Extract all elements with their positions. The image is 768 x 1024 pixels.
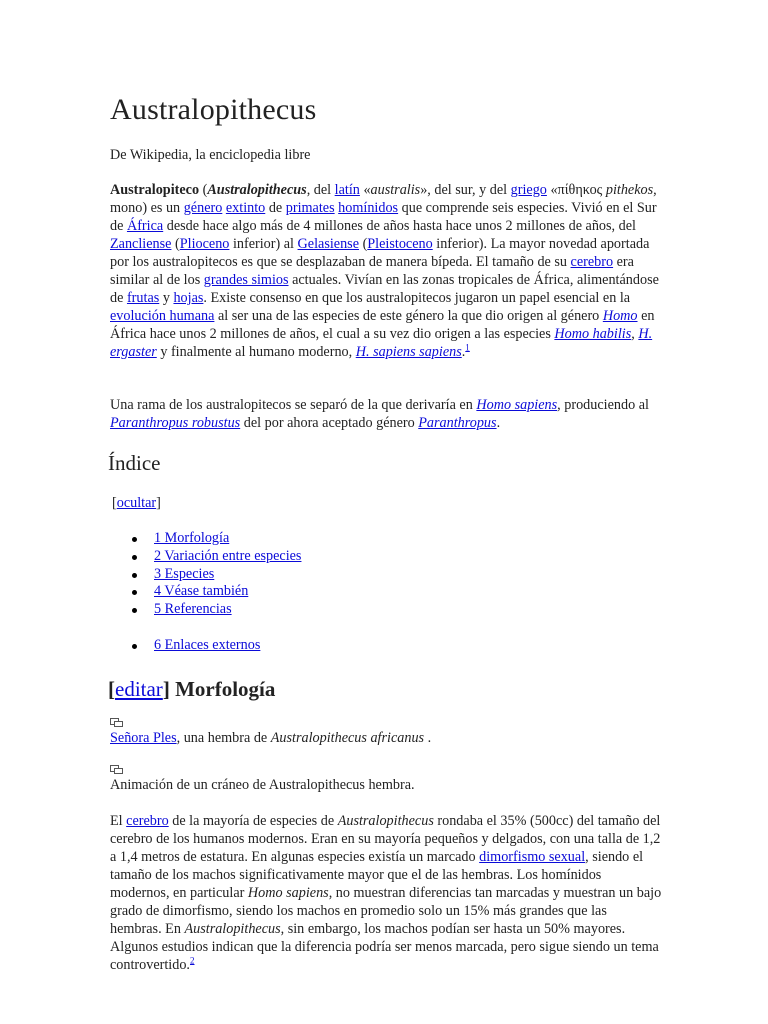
toc-item: [110, 583, 301, 601]
toc-item: [110, 637, 260, 655]
bold-italic-term: Australopithecus: [207, 182, 307, 198]
toc-item: [110, 601, 301, 619]
toc-hide-link[interactable]: ocultar: [116, 495, 157, 511]
link-griego[interactable]: griego: [510, 182, 547, 198]
link-paranthropus-robustus[interactable]: Paranthropus robustus: [110, 415, 241, 431]
intro-paragraph: Australopiteco (Australopithecus, del latín «australis», del sur, y del griego «πίθηκος pithekos, mono) es un género extinto de primates homínidos que comprende seis especies. Vivió en el Sur de África desde hace algo más de 4 millones de años hasta hace unos 2 millones de años, del Zancliense (Plioceno inferior) al Gelasiense (Pleistoceno inferior). La mayor novedad aportada por los australopitecos es que se desplazaban de manera bípeda. El tamaño de su cerebro era similar al de los grandes simios actuales. Vivían en las zonas tropicales de África, alimentándose de frutas y hojas. Existe consenso en que los australopitecos jugaron un papel esencial en la evolución humana al ser una de las especies de este género la que dio origen al género Homo en África hace unos 2 millones de años, el cual a su vez dio origen a las especies Homo habilis, H. ergaster y finalmente al humano moderno, H. sapiens sapiens.$^1$: [110, 182, 659, 360]
link-cerebro[interactable]: cerebro: [570, 254, 614, 270]
page-title: Australopithecus: [110, 93, 317, 126]
toc-item: [110, 548, 301, 566]
reference-2[interactable]: 2: [189, 955, 195, 966]
image-caption: Señora Ples, una hembra de Australopithecus africanus .: [110, 730, 432, 746]
link-zancliense[interactable]: Zancliense: [110, 236, 172, 252]
toc-link-enlaces[interactable]: 6 Enlaces externos: [154, 637, 261, 653]
edit-link[interactable]: editar: [115, 677, 163, 701]
link-evolucion-humana[interactable]: evolución humana: [110, 308, 215, 324]
image-thumbnail-icon[interactable]: [110, 765, 124, 774]
toc-link-referencias[interactable]: 5 Referencias: [154, 601, 232, 618]
toc-toggle: [ocultar]: [112, 495, 161, 511]
link-cerebro-2[interactable]: cerebro: [126, 813, 169, 829]
link-africa[interactable]: África: [126, 218, 164, 234]
morfologia-paragraph: El cerebro de la mayoría de especies de Australopithecus rondaba el 35% (500cc) del tamaño del cerebro de los humanos modernos. Eran en su mayoría pequeños y delgados, con una talla de 1,2 a 1,4 metros de estatura. En algunas especies existía un marcado dimorfismo sexual, siendo el tamaño de los machos significativamente mayor que el de las hembras. Los homínidos modernos, en particular Homo sapiens, no muestran diferencias tan marcadas y muestran un bajo grado de dimorfismo, siendo los machos en promedio solo un 15% más grandes que las hembras. En Australopithecus, sin embargo, los machos podían ser hasta un 50% mayores. Algunos estudios indican que la diferencia podría ser menos marcada, pero sigue siendo un tema controvertido.$^2$: [110, 813, 662, 973]
toc-link-morfologia[interactable]: 1 Morfología: [154, 530, 230, 546]
link-h-ergaster[interactable]: H. ergaster: [110, 326, 653, 360]
link-pleistoceno[interactable]: Pleistoceno: [367, 236, 433, 252]
animation-caption: Animación de un cráneo de Australopithecus hembra.: [110, 777, 415, 793]
link-gelasiense[interactable]: Gelasiense: [297, 236, 360, 252]
link-latin[interactable]: latín: [334, 182, 360, 198]
toc-item: [110, 566, 301, 584]
toc-item: [110, 530, 301, 548]
toc-heading: Índice: [108, 451, 161, 475]
link-paranthropus[interactable]: Paranthropus: [418, 415, 497, 431]
bold-term: Australopiteco: [110, 182, 200, 198]
branch-paragraph: Una rama de los australopitecos se separó de la que derivaría en Homo sapiens, produciendo al Paranthropus robustus del por ahora aceptado género Paranthropus.: [110, 397, 649, 431]
section-heading-morfologia: [editar] Morfología: [108, 677, 276, 701]
link-plioceno[interactable]: Plioceno: [179, 236, 230, 252]
link-h-sapiens-sapiens[interactable]: H. sapiens sapiens: [355, 344, 462, 360]
link-frutas[interactable]: frutas: [126, 290, 160, 306]
tagline: De Wikipedia, la enciclopedia libre: [110, 147, 311, 163]
toc-list-extra: [110, 637, 260, 655]
link-grandes-simios[interactable]: grandes simios: [203, 272, 289, 288]
toc-link-vease[interactable]: 4 Véase también: [154, 583, 249, 600]
reference-1[interactable]: 1: [465, 342, 470, 353]
link-homo-sapiens[interactable]: Homo sapiens: [476, 397, 558, 413]
link-homo-habilis[interactable]: Homo habilis: [554, 326, 632, 342]
image-thumbnail-icon[interactable]: [110, 718, 124, 727]
toc-link-especies[interactable]: 3 Especies: [154, 565, 215, 582]
link-hojas[interactable]: hojas: [173, 290, 204, 306]
link-senora-ples[interactable]: Señora Ples: [110, 730, 177, 746]
link-hominidos[interactable]: homínidos: [338, 200, 399, 216]
link-extinto[interactable]: extinto: [225, 200, 266, 216]
link-genero[interactable]: género: [183, 200, 223, 216]
link-primates[interactable]: primates: [285, 200, 335, 216]
link-homo[interactable]: Homo: [602, 308, 638, 324]
toc-list: [110, 530, 301, 619]
toc-link-variacion[interactable]: 2 Variación entre especies: [154, 547, 302, 564]
link-dimorfismo-sexual[interactable]: dimorfismo sexual: [479, 849, 586, 865]
